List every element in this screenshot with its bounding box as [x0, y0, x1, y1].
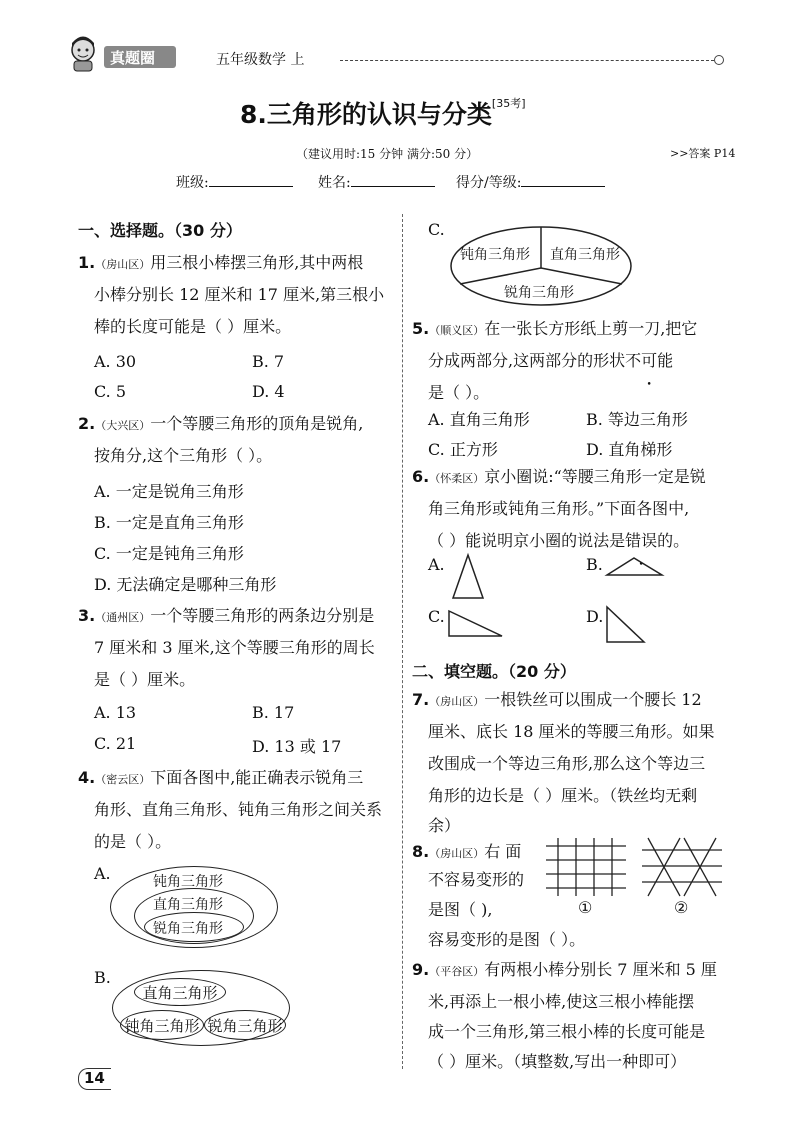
q8-figure-2-label: ②: [674, 898, 689, 917]
q7-line3: 改围成一个等边三角形,那么这个等边三: [428, 754, 706, 773]
q4-diagram-b: [112, 970, 292, 1048]
class-field: 班级:: [176, 172, 293, 192]
q8-line1: 8.（房山区）右 面: [412, 842, 522, 861]
mascot-icon: [66, 36, 100, 72]
q5-emphasis: 不可能: [625, 351, 674, 370]
q6-option-a: A.: [428, 555, 445, 574]
score-field: 得分/等级:: [456, 172, 605, 192]
q7-line2: 厘米、底长 18 厘米的等腰三角形。如果: [428, 722, 715, 741]
q2-option-d: D. 无法确定是哪种三角形: [94, 575, 277, 594]
q9-line3: 成一个三角形,第三根小棒的长度可能是: [428, 1022, 706, 1041]
column-divider: [402, 214, 403, 1069]
q6-emphasis: 错误: [625, 531, 658, 550]
q4c-bottom-label: 锐角三角形: [504, 285, 574, 301]
q2-option-b: B. 一定是直角三角形: [94, 513, 244, 532]
q1-option-d: D. 4: [252, 382, 285, 401]
q1-option-b: B. 7: [252, 352, 285, 371]
q4c-left-label: 钝角三角形: [460, 247, 530, 263]
q9-line4: （ ）厘米。（填整数,写出一种即可）: [428, 1052, 687, 1071]
brand-label: 真题圈: [110, 49, 156, 67]
q4-line2: 角形、直角三角形、钝角三角形之间关系: [94, 800, 383, 819]
q8-grid-figure-1: [544, 836, 628, 898]
q4-option-c-label: C.: [428, 220, 445, 239]
q6-triangle-b: [604, 555, 666, 579]
q6-triangle-c: [446, 608, 506, 640]
q5-line3: 是（ ）。: [428, 383, 490, 402]
q2-line1: 2.（大兴区）一个等腰三角形的顶角是锐角,: [78, 414, 364, 433]
q7-line4: 角形的边长是（ ）厘米。（铁丝均无剩: [428, 786, 698, 805]
q6-triangle-a: [450, 552, 486, 602]
q6-line1: 6.（怀柔区）京小圈说:“等腰三角形一定是锐: [412, 467, 706, 486]
q3-option-d: D. 13 或 17: [252, 737, 342, 756]
q7-line5: 余）: [428, 816, 461, 835]
q3-option-b: B. 17: [252, 703, 295, 722]
section2-title: 二、填空题。（20 分）: [412, 662, 576, 681]
q8-grid-figure-2: [640, 836, 724, 898]
q4a-middle-label: 直角三角形: [153, 897, 223, 913]
q8-line2: 不容易变形的: [428, 870, 525, 889]
q8-figure-1-label: ①: [578, 898, 593, 917]
q4a-inner-label: 锐角三角形: [153, 921, 223, 937]
header-end-dot: [714, 55, 724, 65]
page-title: 8.三角形的认识与分类[35考]: [240, 97, 526, 129]
answer-ref: >>答案 P14: [670, 147, 736, 160]
q3-option-c: C. 21: [94, 734, 137, 753]
q4-diagram-a: [110, 866, 280, 950]
q4b-right-label: 锐角三角形: [207, 1016, 283, 1035]
q1-option-a: A. 30: [94, 352, 137, 371]
q6-line3: （ ）能说明京小圈的说法是错误的。: [428, 531, 690, 550]
q1-line1: 1.（房山区）用三根小棒摆三角形,其中两根: [78, 253, 364, 272]
section1-title: 一、选择题。（30 分）: [78, 221, 242, 240]
q3-line1: 3.（通州区）一个等腰三角形的两条边分别是: [78, 606, 375, 625]
q8-line4: 容易变形的是图（ ）。: [428, 930, 586, 949]
q4a-outer-label: 钝角三角形: [153, 874, 223, 890]
q9-line1: 9.（平谷区）有两根小棒分别长 7 厘米和 5 厘: [412, 960, 717, 979]
q4-diagram-c: [448, 224, 634, 308]
subject-label: 五年级数学 上: [216, 52, 305, 68]
page-number: 14: [84, 1069, 105, 1087]
q9-line2: 米,再添上一根小棒,使这三根小棒能摆: [428, 992, 695, 1011]
q5-option-b: B. 等边三角形: [586, 410, 688, 429]
q7-line1: 7.（房山区）一根铁丝可以围成一个腰长 12: [412, 690, 702, 709]
q1-option-c: C. 5: [94, 382, 127, 401]
q4c-right-label: 直角三角形: [550, 247, 620, 263]
q5-line1: 5.（顺义区）在一张长方形纸上剪一刀,把它: [412, 319, 698, 338]
q2-line2: 按角分,这个三角形（ ）。: [94, 446, 273, 465]
q4b-left-label: 钝角三角形: [124, 1016, 200, 1035]
q6-option-d: D.: [586, 607, 604, 626]
q6-line2: 角三角形或钝角三角形。”下面各图中,: [428, 499, 690, 518]
name-field: 姓名:: [318, 172, 435, 192]
q2-option-c: C. 一定是钝角三角形: [94, 544, 244, 563]
q5-option-a: A. 直角三角形: [428, 410, 530, 429]
header-rule: [340, 60, 714, 61]
q2-option-a: A. 一定是锐角三角形: [94, 482, 244, 501]
q5-option-d: D. 直角梯形: [586, 440, 673, 459]
title-tag: 35考: [496, 97, 522, 110]
q4b-top-label: 直角三角形: [142, 983, 218, 1002]
q5-line2: 分成两部分,这两部分的形状不可能: [428, 351, 674, 370]
q6-triangle-d: [604, 604, 648, 646]
q4-option-b-label: B.: [94, 968, 111, 987]
q4-line3: 的是（ ）。: [94, 832, 172, 851]
q1-line2: 小棒分别长 12 厘米和 17 厘米,第三根小: [94, 285, 385, 304]
q4-line1: 4.（密云区）下面各图中,能正确表示锐角三: [78, 768, 364, 787]
q5-option-c: C. 正方形: [428, 440, 498, 459]
q3-option-a: A. 13: [94, 703, 137, 722]
q3-line3: 是（ ）厘米。: [94, 670, 196, 689]
meta-time: （建议用时:15 分钟 满分:50 分）: [296, 147, 479, 161]
q1-line3: 棒的长度可能是（ ）厘米。: [94, 317, 292, 336]
q6-option-c: C.: [428, 607, 445, 626]
q8-line3: 是图（ ),: [428, 900, 493, 919]
q4-option-a-label: A.: [94, 864, 111, 883]
q6-option-b: B.: [586, 555, 603, 574]
q3-line2: 7 厘米和 3 厘米,这个等腰三角形的周长: [94, 638, 375, 657]
